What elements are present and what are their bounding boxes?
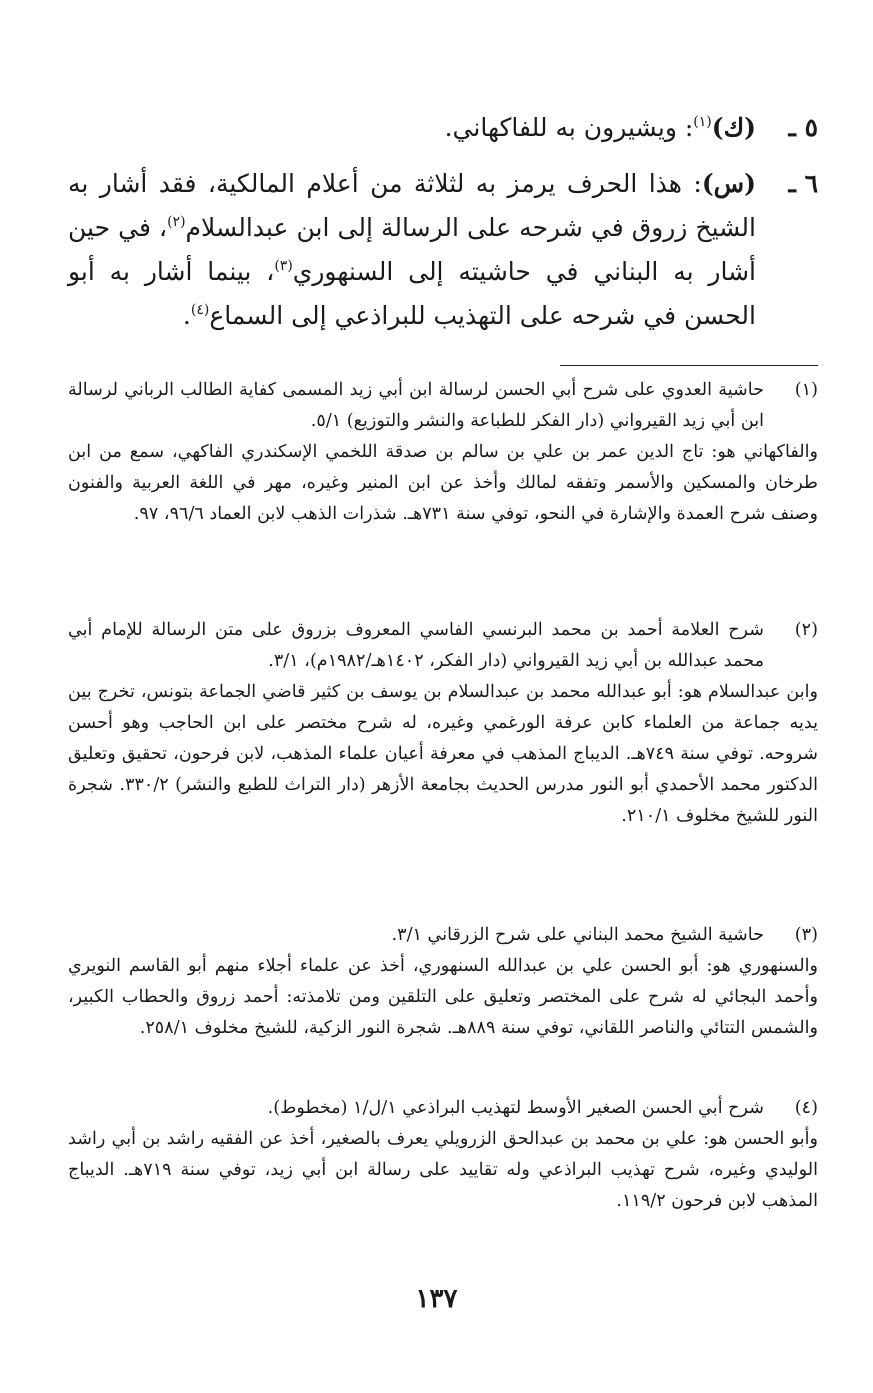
footnote-number: (٢) xyxy=(794,620,818,640)
footnote-paragraph: حاشية الشيخ محمد البناني على شرح الزرقاني ٣/١. xyxy=(391,925,764,945)
item-text xyxy=(68,106,756,150)
footnote-paragraph: وابن عبدالسلام هو: أبو عبدالله محمد بن عبدالسلام بن يوسف بن كثير قاضي الجماعة بتونس، تخرج بين يديه جماعة من العلماء كابن عرفة الورغمي وغيره، له شرح مختصر على ابن الحاجب وهو أحسن شروحه. توفي سنة ٧٤٩هـ. الديباج المذهب في معرفة أعيان علماء المذهب، لابن فرحون، تحقيق وتعليق الدكتور محمد الأحمدي أبو النور مدرس الحديث بجامعة الأزهر (دار التراث للطبع والنشر) ٣٣٠/٢. شجرة النور للشيخ مخلوف ٢١٠/١. xyxy=(68,682,818,826)
footnote-number: (١) xyxy=(794,380,818,400)
footnote-ref: (٤) xyxy=(190,302,210,318)
main-item-6 xyxy=(68,162,818,338)
footnote-ref: (٣) xyxy=(274,258,293,274)
item-number: ٥ ـ xyxy=(788,113,818,142)
item-body: : ويشيرون به للفاكهاني. xyxy=(444,113,694,142)
footnote-1 xyxy=(68,375,818,530)
item-text xyxy=(68,162,756,338)
item-body: ، في حين أشار به البناني في حاشيته إلى السنهوري xyxy=(68,213,756,286)
footnote-2 xyxy=(68,615,818,832)
symbol-letter: (س) xyxy=(701,169,756,198)
page-number: ١٣٧ xyxy=(415,1284,458,1314)
footnote-ref: (٢) xyxy=(167,214,186,230)
item-number: ٦ ـ xyxy=(788,169,818,198)
main-item-5 xyxy=(68,106,818,150)
footnote-paragraph: شرح أبي الحسن الصغير الأوسط لتهذيب البراذعي ١/ل/١ (مخطوط). xyxy=(267,1098,764,1118)
footnote-number: (٤) xyxy=(794,1098,818,1118)
item-body: ، بينما أشار به أبو الحسن في شرحه على التهذيب للبراذعي إلى السماع xyxy=(68,257,756,330)
footnote-divider xyxy=(560,365,818,366)
footnote-paragraph: وأبو الحسن هو: علي بن محمد بن عبدالحق الزرويلي يعرف بالصغير، أخذ عن الفقيه راشد بن أبي راشد الوليدي وغيره، شرح تهذيب البراذعي وله تقاييد على رسالة ابن أبي زيد، توفي سنة ٧١٩هـ. الديباج المذهب لابن فرحون ١١٩/٢. xyxy=(68,1129,818,1211)
footnote-ref: (١) xyxy=(693,114,712,130)
footnote-3 xyxy=(68,920,818,1044)
item-body: : هذا الحرف يرمز به لثلاثة من أعلام المالكية، فقد أشار به الشيخ زروق في شرحه على الرسالة إلى ابن عبدالسلام xyxy=(68,169,756,242)
footnote-number: (٣) xyxy=(794,925,818,945)
symbol-letter: (ك) xyxy=(711,113,756,142)
footnote-paragraph: شرح العلامة أحمد بن محمد البرنسي الفاسي المعروف بزروق على متن الرسالة للإمام أبي محمد عبدالله بن أبي زيد القيرواني (دار الفكر، ١٤٠٢هـ/١٩٨٢م)، ٣/١. xyxy=(68,620,764,671)
footnote-4 xyxy=(68,1093,818,1217)
item-body: . xyxy=(182,301,191,330)
footnote-paragraph: والسنهوري هو: أبو الحسن علي بن عبدالله السنهوري، أخذ عن علماء أجلاء منهم أبو القاسم النويري وأحمد البجائي له شرح على المختصر وتعليق على التلقين ومن تلامذته: أحمد زروق والحطاب الكبير، والشمس التتائي والناصر اللقاني، توفي سنة ٨٨٩هـ. شجرة النور الزكية، للشيخ مخلوف ٢٥٨/١. xyxy=(68,956,818,1038)
footnote-paragraph: والفاكهاني هو: تاج الدين عمر بن علي بن سالم بن صدقة اللخمي الإسكندري الفاكهي، سمع من ابن طرخان والمسكين والأسمر وتفقه لمالك وأخذ عن ابن المنير وغيره، مهر في اللغة العربية والفنون وصنف شرح العمدة والإشارة في النحو، توفي سنة ٧٣١هـ. شذرات الذهب لابن العماد ٩٦/٦، ٩٧. xyxy=(68,442,818,524)
footnote-paragraph: حاشية العدوي على شرح أبي الحسن لرسالة ابن أبي زيد المسمى كفاية الطالب الرباني لرسالة ابن أبي زيد القيرواني (دار الفكر للطباعة والنشر والتوزيع) ٥/١. xyxy=(68,380,764,431)
